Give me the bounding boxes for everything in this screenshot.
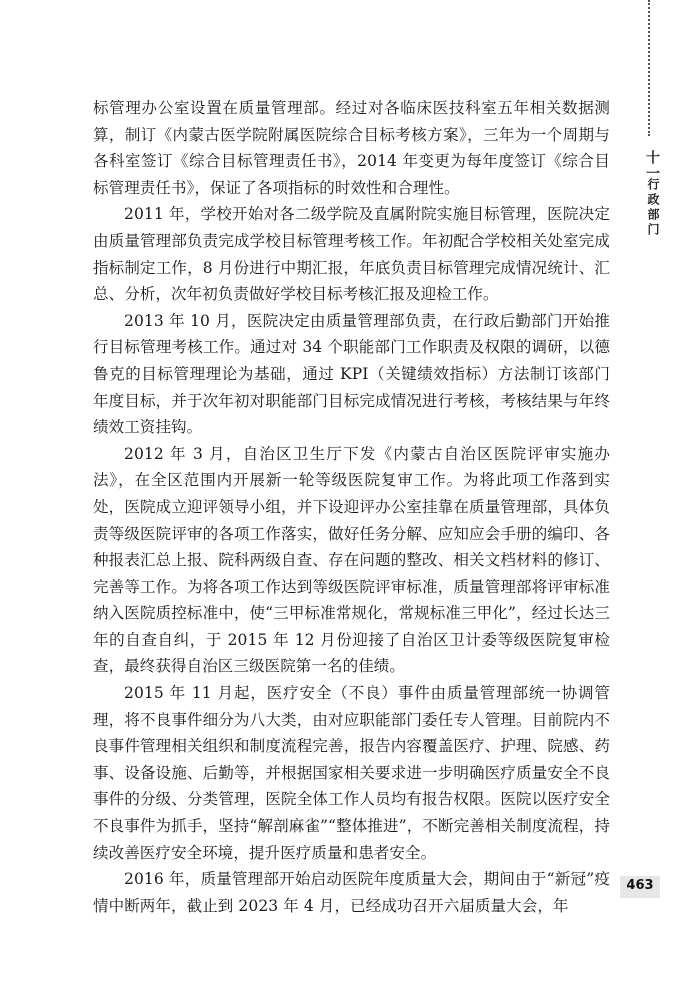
paragraph-2015-adverse-events: 2015 年 11 月起，医疗安全（不良）事件由质量管理部统一协调管理，将不良事件细分为八大类，由对应职能部门委任专人管理。目前院内不良事件管理相关组织和制度流程完善，报告内容覆盖医疗、护理、院感、药事、设备设施、后勤等，并根据国家相关要求进一步明确医疗质量安全不良事件的分级、分类管理，医院全体工作人员均有报告权限。医院以医疗安全不良事件为抓手，坚持“解剖麻雀”“整体推进”，不断完善相关制度流程，持续改善医疗安全环境，提升医疗质量和患者安全。 (93, 684, 610, 862)
paragraph-2013-admin-target-assessment: 2013 年 10 月，医院决定由质量管理部负责，在行政后勤部门开始推行目标管理考核工作。通过对 34 个职能部门工作职责及权限的调研，以德鲁克的目标管理理论为基础，通过 KPI（关键绩效指标）方法制订该部门年度目标，并于次年初对职能部门目标完成情况进行考核，考核结果与年终绩效工资挂钩。 (93, 311, 610, 437)
paragraph-2012-hospital-review: 2012 年 3 月，自治区卫生厅下发《内蒙古自治区医院评审实施办法》，在全区范围内开展新一轮等级医院复审工作。为将此项工作落到实处，医院成立迎评领导小组，并下设迎评办公室挂靠在质量管理部，具体负责等级医院评审的各项工作落实，做好任务分解、应知应会手册的编印、各种报表汇总上报、院科两级自查、存在问题的整改、相关文档材料的修订、完善等工作。为将各项工作达到等级医院评审标准，质量管理部将评审标准纳入医院质控标准中，使“三甲标准常规化，常规标准三甲化”，经过长达三年的自查自纠，于 2015 年 12 月份迎接了自治区卫计委等级医院复审检查，最终获得自治区三级医院第一名的佳绩。 (93, 444, 610, 676)
paragraph-continued: 标管理办公室设置在质量管理部。经过对各临床医技科室五年相关数据测算，制订《内蒙古医学院附属医院综合目标考核方案》，三年为一个周期与各科室签订《综合目标管理责任书》，2014 年变更为每年度签订《综合目标管理责任书》，保证了各项指标的时效性和合理性。 (93, 99, 610, 197)
paragraph-2011-target-management: 2011 年，学校开始对各二级学院及直属附院实施目标管理，医院决定由质量管理部负责完成学校目标管理考核工作。年初配合学校相关处室完成指标制定工作，8 月份进行中期汇报，年底负责目标管理完成情况统计、汇总、分析，次年初负责做好学校目标考核汇报及迎检工作。 (93, 205, 610, 304)
chapter-title: 行政部门 (646, 178, 660, 238)
page-number: 463 (626, 878, 654, 893)
body-text (93, 95, 610, 919)
paragraph-2016-quality-conference: 2016 年，质量管理部开始启动医院年度质量大会，期间由于“新冠”疫情中断两年，截止到 2023 年 4 月，已经成功召开六届质量大会，年 (93, 870, 610, 915)
chapter-sidebar (628, 0, 678, 983)
chapter-number: 十一 (644, 150, 660, 182)
dotted-rule (648, 0, 650, 136)
